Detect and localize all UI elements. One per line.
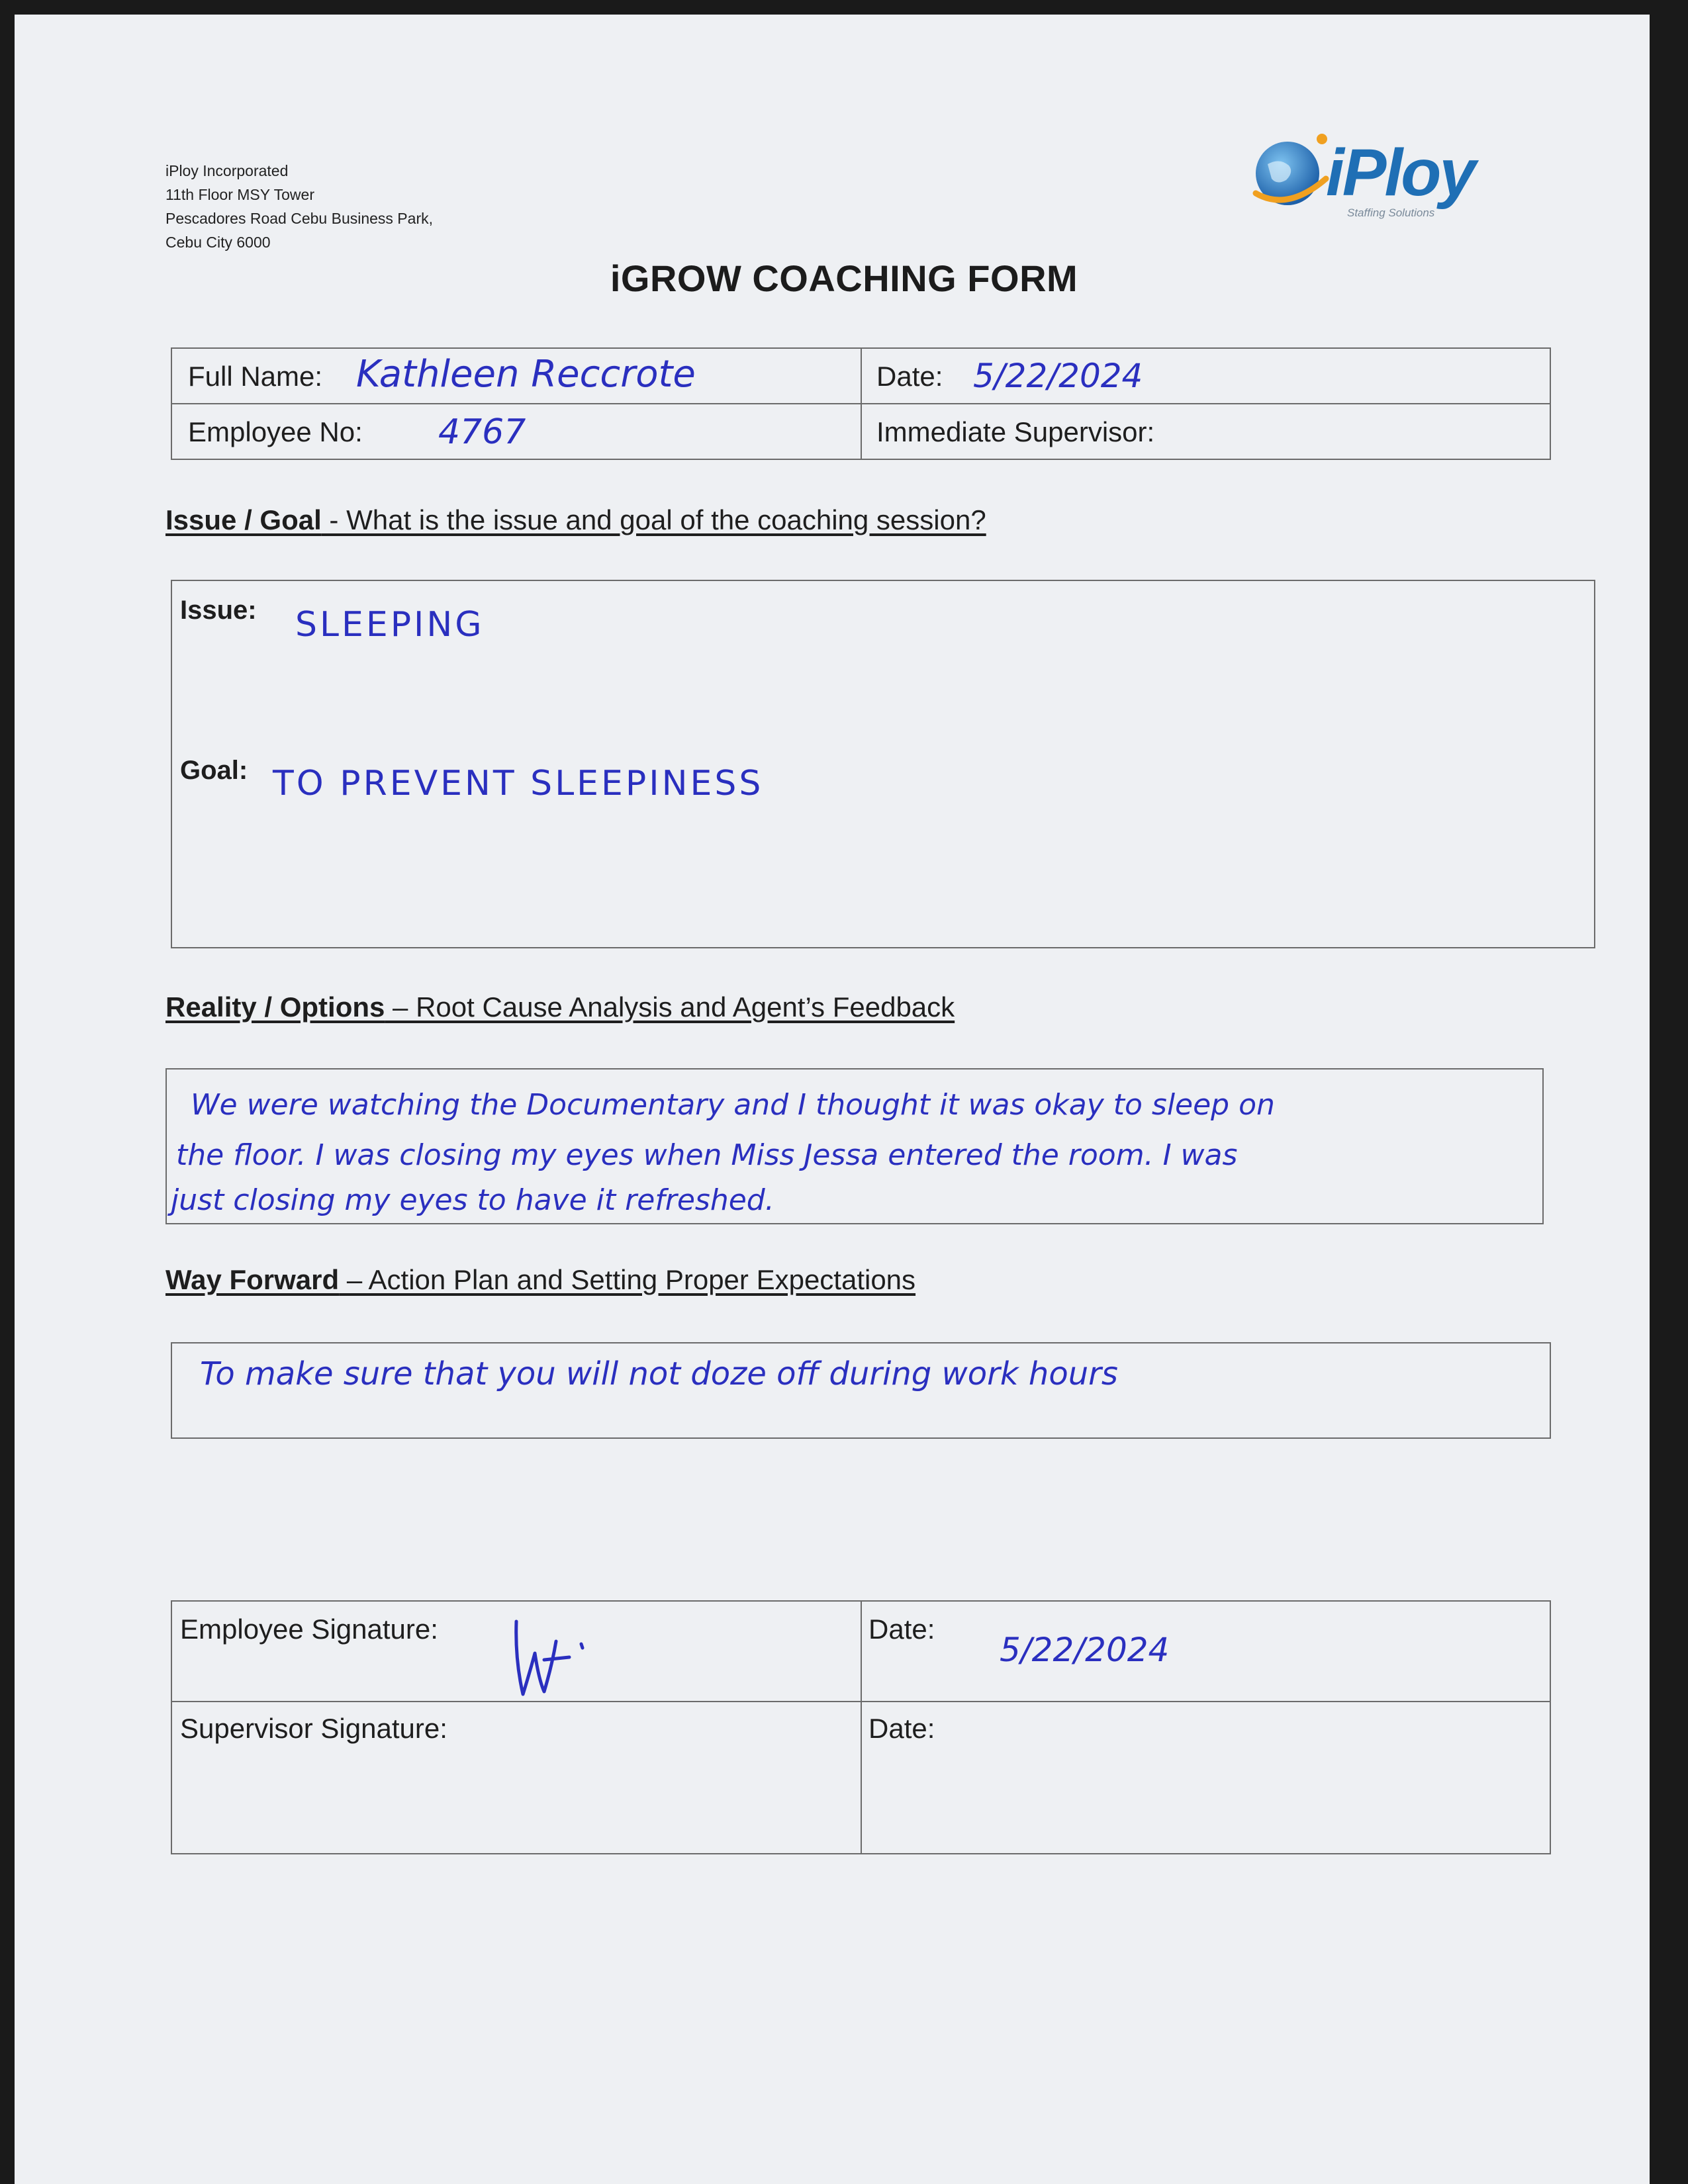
goal-label: Goal: <box>180 756 248 785</box>
employee-signature <box>503 1614 602 1706</box>
issue-goal-heading-rest: - What is the issue and goal of the coaching session? <box>321 504 986 535</box>
way-forward-heading-bold: Way Forward <box>165 1264 340 1295</box>
reality-options-heading-rest: – Root Cause Analysis and Agent’s Feedback <box>385 991 955 1023</box>
issue-value[interactable]: SLEEPING <box>295 605 485 645</box>
logo-text: iPloy <box>1326 136 1474 210</box>
company-name: iPloy Incorporated <box>165 162 289 179</box>
goal-value[interactable]: TO PREVENT SLEEPINESS <box>273 764 764 803</box>
supervisor-date-label: Date: <box>868 1713 935 1744</box>
issue-goal-heading <box>165 504 986 536</box>
employee-info-table <box>171 347 1551 460</box>
immediate-supervisor-label: Immediate Supervisor: <box>876 416 1155 447</box>
reality-options-heading <box>165 991 955 1023</box>
date-label: Date: <box>876 361 943 392</box>
signature-table <box>171 1600 1551 1854</box>
address-line-3: Cebu City 6000 <box>165 234 271 251</box>
address-line-1: 11th Floor MSY Tower <box>165 186 314 203</box>
reality-line-1[interactable]: We were watching the Documentary and I thought it was okay to sleep on <box>191 1088 1275 1122</box>
employee-no-label: Employee No: <box>188 416 363 447</box>
logo-tagline: Staffing Solutions <box>1347 206 1435 219</box>
full-name-value[interactable]: Kathleen Reccrote <box>356 353 696 396</box>
company-logo <box>1248 132 1513 225</box>
date-value[interactable]: 5/22/2024 <box>973 357 1143 395</box>
employee-signature-label: Employee Signature: <box>180 1614 438 1645</box>
reality-line-2[interactable]: the floor. I was closing my eyes when Miss Jessa entered the room. I was <box>176 1138 1238 1172</box>
issue-goal-box <box>171 580 1595 948</box>
supervisor-signature-label: Supervisor Signature: <box>180 1713 447 1744</box>
reality-options-box <box>165 1068 1544 1224</box>
employee-date-label: Date: <box>868 1614 935 1645</box>
address-line-2: Pescadores Road Cebu Business Park, <box>165 210 433 227</box>
way-forward-value[interactable]: To make sure that you will not doze off during work hours <box>200 1355 1118 1392</box>
reality-line-3[interactable]: just closing my eyes to have it refreshed. <box>171 1183 774 1217</box>
company-address <box>165 159 433 254</box>
reality-options-heading-bold: Reality / Options <box>165 991 385 1023</box>
way-forward-heading <box>165 1264 915 1296</box>
issue-label: Issue: <box>180 596 257 625</box>
employee-date-value[interactable]: 5/22/2024 <box>1000 1631 1170 1669</box>
issue-goal-heading-bold: Issue / Goal <box>165 504 322 535</box>
full-name-label: Full Name: <box>188 361 323 392</box>
way-forward-heading-rest: – Action Plan and Setting Proper Expectations <box>339 1264 916 1295</box>
form-title: iGROW COACHING FORM <box>610 257 1078 299</box>
way-forward-box <box>171 1342 1551 1439</box>
employee-no-value[interactable]: 4767 <box>438 412 526 452</box>
